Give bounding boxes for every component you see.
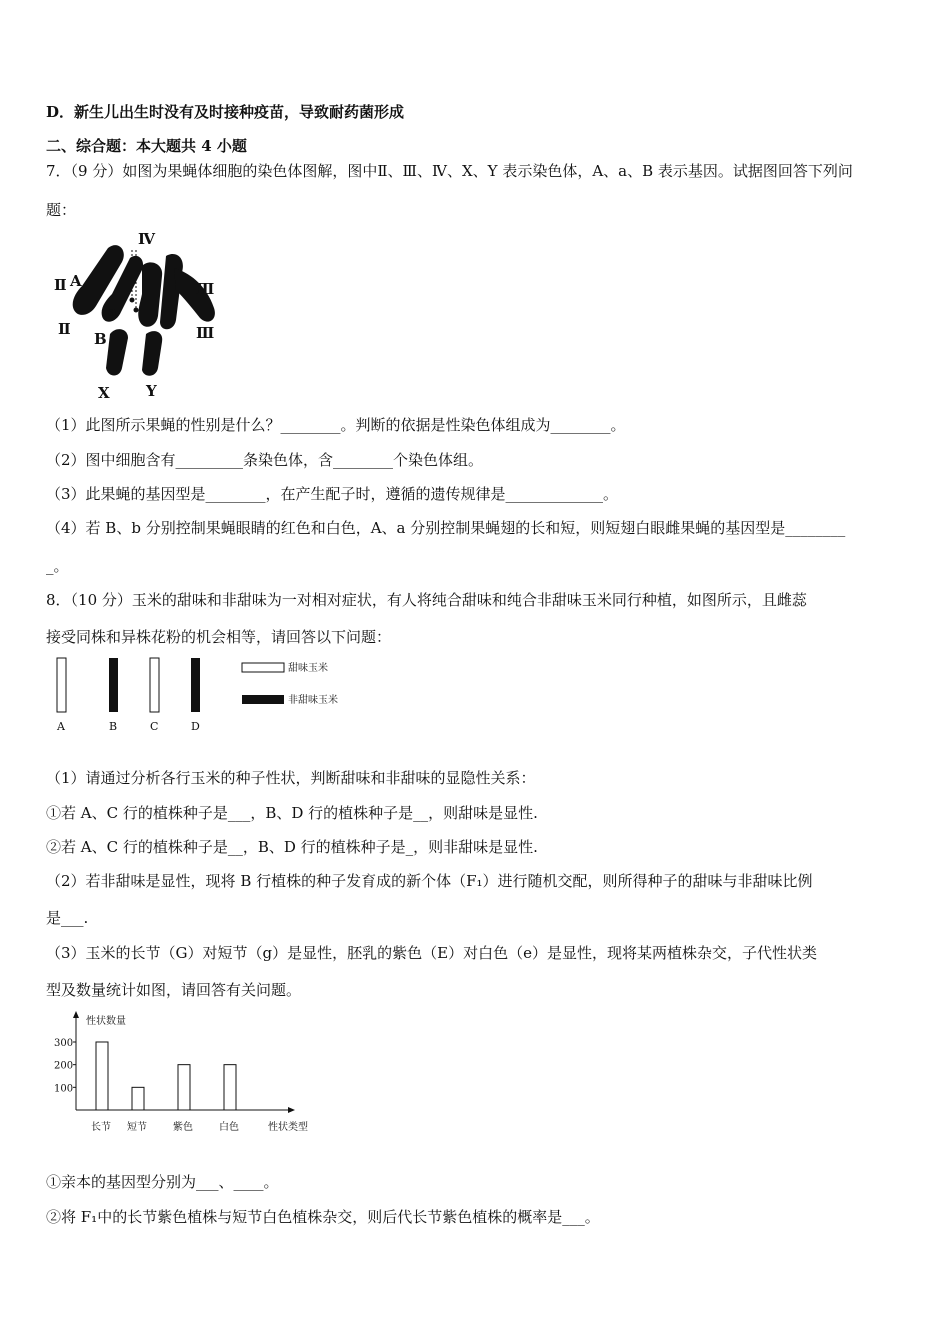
q7-stem-line2: 题： <box>46 201 77 219</box>
row-label-b: B <box>109 720 118 733</box>
q8-part2-line2: 是___. <box>46 909 89 927</box>
q8-part1-option2: ②若 A、C 行的植株种子是__，B、D 行的植株种子是_，则非甜味是显性. <box>46 838 538 856</box>
q8-part3-q1: ①亲本的基因型分别为___、____。 <box>46 1173 279 1191</box>
label-III-bottom: Ⅲ <box>196 324 215 342</box>
label-Y: Y <box>146 382 157 400</box>
option-d: D．新生儿出生时没有及时接种疫苗，导致耐药菌形成 <box>46 103 405 121</box>
legend-nonsweet-swatch <box>242 695 284 704</box>
trait-bar-chart <box>46 1010 326 1140</box>
bar-2 <box>178 1065 190 1110</box>
label-II-bottom: Ⅱ <box>58 320 71 338</box>
y-axis-label: 性状数量 <box>86 1016 126 1027</box>
legend-sweet-swatch <box>242 663 284 672</box>
row-a-sweet-bar <box>57 658 66 712</box>
q7-part2: （2）图中细胞含有_________条染色体，含________个染色体组。 <box>46 451 484 469</box>
row-b-nonsweet-bar <box>109 658 118 712</box>
legend-sweet-label: 甜味玉米 <box>288 663 328 674</box>
corn-rows-diagram <box>50 655 370 737</box>
label-B: B <box>94 330 107 348</box>
x-axis-label: 性状类型 <box>268 1122 308 1133</box>
bar-1 <box>132 1087 144 1110</box>
label-II-top: Ⅱ <box>54 276 67 294</box>
q8-part3-line1: （3）玉米的长节（G）对短节（g）是显性，胚乳的紫色（E）对白色（e）是显性，现将某两植株杂交，子代性状类 <box>46 944 817 962</box>
q8-part3-q2: ②将 F₁中的长节紫色植株与短节白色植株杂交，则后代长节紫色植株的概率是___。 <box>46 1208 600 1226</box>
bar-3 <box>224 1065 236 1110</box>
y-tick-label-1: 200 <box>54 1060 74 1072</box>
row-label-a: A <box>57 720 65 733</box>
row-label-c: C <box>150 720 159 733</box>
section-heading: 二、综合题：本大题共 4 小题 <box>46 137 247 155</box>
y-tick-label-2: 300 <box>54 1037 74 1049</box>
label-III-top: Ⅲ <box>196 280 215 298</box>
q8-part2-line1: （2）若非甜味是显性，现将 B 行植株的种子发育成的新个体（F₁）进行随机交配，则所得种子的甜味与非甜味比例 <box>46 872 813 890</box>
category-label-0: 长节 <box>91 1122 111 1133</box>
q8-stem-line1: 8．（10 分）玉米的甜味和非甜味为一对相对症状，有人将纯合甜味和纯合非甜味玉米同行种植，如图所示，且雌蕊 <box>46 591 807 609</box>
bar-0 <box>96 1042 108 1110</box>
y-axis-arrow <box>73 1011 79 1018</box>
row-c-sweet-bar <box>150 658 159 712</box>
chromosome-diagram <box>46 228 222 404</box>
q8-part1: （1）请通过分析各行玉米的种子性状，判断甜味和非甜味的显隐性关系： <box>46 769 536 787</box>
label-a: a <box>108 305 117 320</box>
row-label-d: D <box>191 720 200 733</box>
q7-part1: （1）此图所示果蝇的性别是什么？________。判断的依据是性染色体组成为________。 <box>46 416 626 434</box>
label-IV: Ⅳ <box>138 230 156 248</box>
q8-part3-line2: 型及数量统计如图，请回答有关问题。 <box>46 981 302 999</box>
q7-part3: （3）此果蝇的基因型是________，在产生配子时，遵循的遗传规律是_____________。 <box>46 485 619 503</box>
category-label-3: 白色 <box>219 1122 239 1133</box>
q7-stem-line1: 7．（9 分）如图为果蝇体细胞的染色体图解，图中Ⅱ、Ⅲ、Ⅳ、X、Y 表示染色体，A、a、B 表示基因。试据图回答下列问 <box>46 162 853 180</box>
x-axis-arrow <box>288 1107 295 1113</box>
legend-nonsweet-label: 非甜味玉米 <box>288 695 338 706</box>
label-X: X <box>98 384 110 402</box>
category-label-1: 短节 <box>127 1122 147 1133</box>
q8-stem-line2: 接受同株和异株花粉的机会相等，请回答以下问题： <box>46 628 392 646</box>
q7-part4-line1: （4）若 B、b 分别控制果蝇眼睛的红色和白色，A、a 分别控制果蝇翅的长和短，则短翅白眼雌果蝇的基因型是________ <box>46 519 846 537</box>
row-d-nonsweet-bar <box>191 658 200 712</box>
label-A: A <box>70 272 82 290</box>
category-label-2: 紫色 <box>173 1122 193 1133</box>
q7-part4-line2: _。 <box>46 557 69 575</box>
q8-part1-option1: ①若 A、C 行的植株种子是___，B、D 行的植株种子是__，则甜味是显性. <box>46 804 538 822</box>
y-tick-label-0: 100 <box>54 1083 74 1095</box>
